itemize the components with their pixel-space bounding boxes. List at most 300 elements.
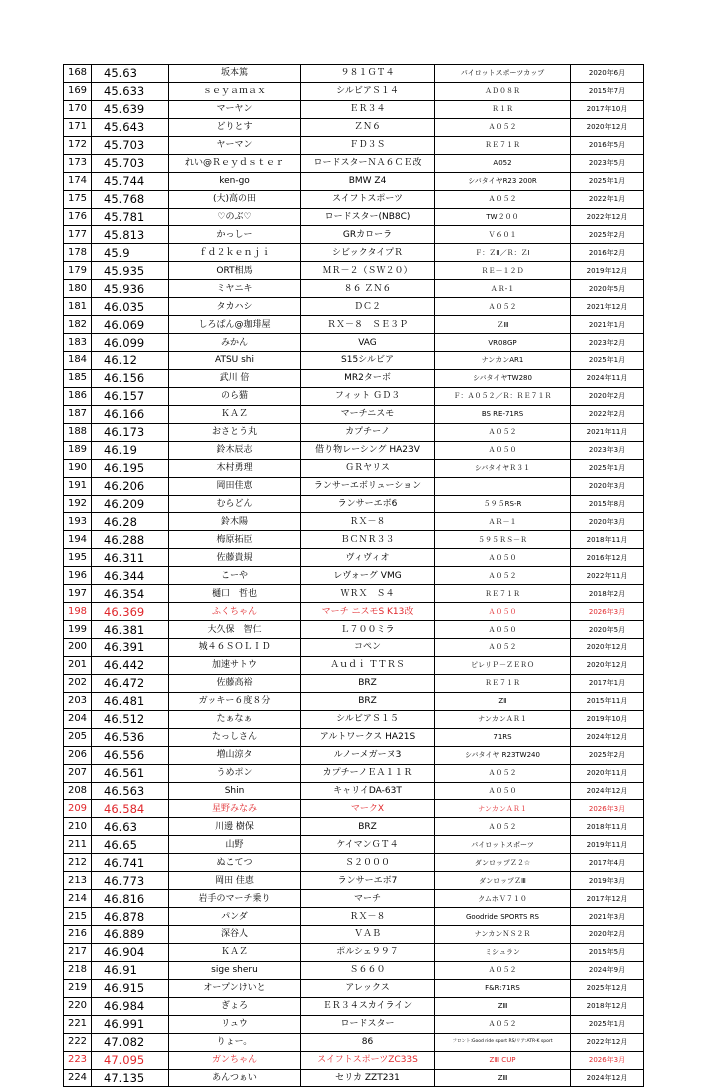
rank-cell: 209 [64, 800, 92, 818]
tire-cell: Ａ０５２ [435, 1015, 571, 1033]
rank-cell: 220 [64, 997, 92, 1015]
rank-cell: 175 [64, 190, 92, 208]
tire-cell: ＺⅢ [435, 316, 571, 334]
rank-cell: 168 [64, 65, 92, 83]
date-cell: 2025年2月 [571, 226, 644, 244]
driver-name-cell: 武川 倍 [169, 369, 301, 387]
car-cell: ＲＸ－８ ＳＥ３Ｐ [301, 316, 435, 334]
time-cell: 46.369 [92, 603, 169, 621]
car-cell: VAG [301, 334, 435, 352]
driver-name-cell: ＫＡＺ [169, 405, 301, 423]
rank-cell: 217 [64, 943, 92, 961]
rank-cell: 172 [64, 136, 92, 154]
car-cell: MR2ターボ [301, 369, 435, 387]
car-cell: マークX [301, 800, 435, 818]
rank-cell: 188 [64, 423, 92, 441]
time-cell: 46.12 [92, 352, 169, 370]
table-row [64, 441, 644, 459]
driver-name-cell: しろぱん@珈琲屋 [169, 316, 301, 334]
tire-cell: ５９５ＲＳ－Ｒ [435, 531, 571, 549]
date-cell: 2016年12月 [571, 549, 644, 567]
date-cell: 2015年11月 [571, 692, 644, 710]
date-cell: 2016年2月 [571, 244, 644, 262]
date-cell: 2025年1月 [571, 1015, 644, 1033]
car-cell: ポルシェ９９７ [301, 943, 435, 961]
tire-cell: TW２００ [435, 208, 571, 226]
date-cell: 2026年3月 [571, 800, 644, 818]
car-cell: ＷＲＸ Ｓ４ [301, 585, 435, 603]
time-cell: 46.035 [92, 298, 169, 316]
tire-cell: シバタイヤ R23TW240 [435, 746, 571, 764]
time-cell: 46.344 [92, 567, 169, 585]
tire-cell: ５９５RS-R [435, 495, 571, 513]
time-cell: 46.28 [92, 513, 169, 531]
table-row [64, 872, 644, 890]
table-row [64, 890, 644, 908]
driver-name-cell: 樋口 哲也 [169, 585, 301, 603]
table-row [64, 656, 644, 674]
rank-cell: 208 [64, 782, 92, 800]
table-row [64, 836, 644, 854]
driver-name-cell: 岡田 佳恵 [169, 872, 301, 890]
table-row [64, 1069, 644, 1087]
driver-name-cell: マーヤン [169, 100, 301, 118]
car-cell: BRZ [301, 818, 435, 836]
tire-cell: Ｆ：ＺⅡ／Ｒ：ＺⅠ [435, 244, 571, 262]
table-row [64, 818, 644, 836]
tire-cell: Ａ０５２ [435, 567, 571, 585]
rank-cell: 201 [64, 656, 92, 674]
time-cell: 46.63 [92, 818, 169, 836]
time-cell: 46.288 [92, 531, 169, 549]
rank-cell: 189 [64, 441, 92, 459]
table-row [64, 926, 644, 944]
table-row [64, 172, 644, 190]
date-cell: 2021年1月 [571, 316, 644, 334]
car-cell: フィット ＧＤ３ [301, 387, 435, 405]
rank-cell: 195 [64, 549, 92, 567]
time-cell: 45.781 [92, 208, 169, 226]
rank-cell: 216 [64, 926, 92, 944]
date-cell: 2023年5月 [571, 154, 644, 172]
tire-cell: Ａ０５２ [435, 961, 571, 979]
tire-cell: ナンカンAR1 [435, 352, 571, 370]
date-cell: 2020年2月 [571, 926, 644, 944]
date-cell: 2024年9月 [571, 961, 644, 979]
date-cell: 2020年5月 [571, 280, 644, 298]
car-cell: 86 [301, 1033, 435, 1051]
time-cell: 46.512 [92, 710, 169, 728]
table-row [64, 513, 644, 531]
car-cell: ＭＲ－２（ＳＷ２０） [301, 262, 435, 280]
tire-cell: Ａ０５０ [435, 782, 571, 800]
table-row [64, 495, 644, 513]
driver-name-cell: うめポン [169, 764, 301, 782]
car-cell: キャリイDA-63T [301, 782, 435, 800]
date-cell: 2015年7月 [571, 82, 644, 100]
time-cell: 46.354 [92, 585, 169, 603]
date-cell: 2024年12月 [571, 782, 644, 800]
car-cell: マーチニスモ [301, 405, 435, 423]
date-cell: 2019年12月 [571, 262, 644, 280]
driver-name-cell: ♡のぶ♡ [169, 208, 301, 226]
tire-cell: A052 [435, 154, 571, 172]
table-row [64, 334, 644, 352]
time-cell: 47.082 [92, 1033, 169, 1051]
tire-cell: ZⅢ [435, 997, 571, 1015]
date-cell: 2023年2月 [571, 334, 644, 352]
car-cell: ランサーエボ7 [301, 872, 435, 890]
table-row [64, 190, 644, 208]
date-cell: 2020年12月 [571, 639, 644, 657]
car-cell: シルビアＳ１５ [301, 710, 435, 728]
rank-cell: 190 [64, 459, 92, 477]
car-cell: ＢＣＮＲ３３ [301, 531, 435, 549]
time-cell: 46.19 [92, 441, 169, 459]
time-cell: 46.904 [92, 943, 169, 961]
time-cell: 45.935 [92, 262, 169, 280]
date-cell: 2020年5月 [571, 621, 644, 639]
car-cell: スイフトスポーツZC33S [301, 1051, 435, 1069]
date-cell: 2020年6月 [571, 65, 644, 83]
tire-cell: ＡＤ０８Ｒ [435, 82, 571, 100]
date-cell: 2024年12月 [571, 1069, 644, 1087]
table-row [64, 262, 644, 280]
car-cell: Ｓ６６０ [301, 961, 435, 979]
driver-name-cell: 木村勇理 [169, 459, 301, 477]
rank-cell: 197 [64, 585, 92, 603]
date-cell: 2023年3月 [571, 441, 644, 459]
driver-name-cell: 増山涼タ [169, 746, 301, 764]
date-cell: 2018年11月 [571, 818, 644, 836]
tire-cell: Ａ０５２ [435, 423, 571, 441]
table-row [64, 621, 644, 639]
time-cell: 46.206 [92, 477, 169, 495]
time-cell: 46.156 [92, 369, 169, 387]
driver-name-cell: 大久保 智仁 [169, 621, 301, 639]
driver-name-cell: たぁなぁ [169, 710, 301, 728]
date-cell: 2022年12月 [571, 208, 644, 226]
tire-cell: シバタイヤTW280 [435, 369, 571, 387]
time-cell: 46.157 [92, 387, 169, 405]
tire-cell: シバタイヤR23 200R [435, 172, 571, 190]
table-row [64, 639, 644, 657]
car-cell: BRZ [301, 692, 435, 710]
date-cell: 2021年3月 [571, 908, 644, 926]
date-cell: 2026年3月 [571, 1051, 644, 1069]
driver-name-cell: 加速サトウ [169, 656, 301, 674]
driver-name-cell: タカハシ [169, 298, 301, 316]
date-cell: 2025年2月 [571, 746, 644, 764]
tire-cell: ピレリＰ－ＺＥＲＯ [435, 656, 571, 674]
driver-name-cell: ｓｅｙａｍａｘ [169, 82, 301, 100]
table-row [64, 908, 644, 926]
date-cell: 2018年2月 [571, 585, 644, 603]
time-cell: 45.633 [92, 82, 169, 100]
tire-cell: ナンカンＡＲ１ [435, 800, 571, 818]
tire-cell: ZⅡ [435, 692, 571, 710]
time-cell: 46.889 [92, 926, 169, 944]
table-row [64, 100, 644, 118]
time-cell: 46.173 [92, 423, 169, 441]
time-cell: 45.936 [92, 280, 169, 298]
tire-cell: 71RS [435, 728, 571, 746]
table-row [64, 585, 644, 603]
rank-cell: 174 [64, 172, 92, 190]
tire-cell: シバタイヤＲ３１ [435, 459, 571, 477]
date-cell: 2025年12月 [571, 979, 644, 997]
car-cell: ＤＣ２ [301, 298, 435, 316]
rank-cell: 169 [64, 82, 92, 100]
driver-name-cell: ぬこてつ [169, 854, 301, 872]
date-cell: 2019年11月 [571, 836, 644, 854]
driver-name-cell: ふくちゃん [169, 603, 301, 621]
rank-cell: 178 [64, 244, 92, 262]
car-cell: Ａｕｄｉ ＴＴＲＳ [301, 656, 435, 674]
car-cell: ＧＲヤリス [301, 459, 435, 477]
driver-name-cell: ガッキー６度８分 [169, 692, 301, 710]
driver-name-cell: ken-go [169, 172, 301, 190]
time-cell: 46.481 [92, 692, 169, 710]
driver-name-cell: ぎょろ [169, 997, 301, 1015]
date-cell: 2015年5月 [571, 943, 644, 961]
time-cell: 46.991 [92, 1015, 169, 1033]
rank-cell: 192 [64, 495, 92, 513]
date-cell: 2018年12月 [571, 997, 644, 1015]
time-cell: 46.311 [92, 549, 169, 567]
table-row [64, 728, 644, 746]
rank-cell: 171 [64, 118, 92, 136]
driver-name-cell: オープンけいと [169, 979, 301, 997]
date-cell: 2020年12月 [571, 656, 644, 674]
date-cell: 2024年11月 [571, 369, 644, 387]
tire-cell: Ａ０５２ [435, 764, 571, 782]
table-row [64, 352, 644, 370]
tire-cell: ダンロップＺ２☆ [435, 854, 571, 872]
tire-cell: Ａ０５２ [435, 298, 571, 316]
car-cell: ＺＮ６ [301, 118, 435, 136]
tire-cell: Ａ０５２ [435, 639, 571, 657]
rank-cell: 179 [64, 262, 92, 280]
table-row [64, 710, 644, 728]
driver-name-cell: 城４６ＳＯＬＩＤ [169, 639, 301, 657]
time-cell: 46.878 [92, 908, 169, 926]
date-cell: 2022年12月 [571, 1033, 644, 1051]
tire-cell: Ａ０５０ [435, 621, 571, 639]
driver-name-cell: のら猫 [169, 387, 301, 405]
time-cell: 46.741 [92, 854, 169, 872]
time-cell: 46.209 [92, 495, 169, 513]
tire-cell: パイロットスポーツ [435, 836, 571, 854]
table-row [64, 82, 644, 100]
time-cell: 46.536 [92, 728, 169, 746]
table-row [64, 226, 644, 244]
rank-cell: 223 [64, 1051, 92, 1069]
rank-cell: 210 [64, 818, 92, 836]
time-cell: 46.91 [92, 961, 169, 979]
rank-cell: 224 [64, 1069, 92, 1087]
driver-name-cell: (大)高の田 [169, 190, 301, 208]
car-cell: ケイマンＧＴ４ [301, 836, 435, 854]
car-cell: BMW Z4 [301, 172, 435, 190]
time-cell: 46.099 [92, 334, 169, 352]
time-cell: 47.135 [92, 1069, 169, 1087]
time-cell: 45.703 [92, 154, 169, 172]
car-cell: ランサーエボ6 [301, 495, 435, 513]
driver-name-cell: 鈴木辰志 [169, 441, 301, 459]
rank-cell: 206 [64, 746, 92, 764]
rank-cell: 181 [64, 298, 92, 316]
rank-cell: 205 [64, 728, 92, 746]
table-row [64, 746, 644, 764]
time-cell: 46.984 [92, 997, 169, 1015]
driver-name-cell: 岡田佳恵 [169, 477, 301, 495]
time-cell: 46.069 [92, 316, 169, 334]
driver-name-cell: 川邊 樹保 [169, 818, 301, 836]
tire-cell: Ａ０５０ [435, 603, 571, 621]
rank-cell: 221 [64, 1015, 92, 1033]
car-cell: ＥＲ３４ [301, 100, 435, 118]
tire-cell: Goodride SPORTS RS [435, 908, 571, 926]
car-cell: シルビアＳ１４ [301, 82, 435, 100]
car-cell: ＶＡＢ [301, 926, 435, 944]
driver-name-cell: むらどん [169, 495, 301, 513]
date-cell: 2015年8月 [571, 495, 644, 513]
driver-name-cell: 山野 [169, 836, 301, 854]
time-cell: 46.561 [92, 764, 169, 782]
table-row [64, 369, 644, 387]
time-cell: 45.9 [92, 244, 169, 262]
date-cell: 2022年11月 [571, 567, 644, 585]
car-cell: アルトワークス HA21S [301, 728, 435, 746]
table-row [64, 316, 644, 334]
rank-cell: 182 [64, 316, 92, 334]
car-cell: カプチーノ [301, 423, 435, 441]
table-row [64, 244, 644, 262]
time-cell: 46.381 [92, 621, 169, 639]
driver-name-cell: sige sheru [169, 961, 301, 979]
time-cell: 46.556 [92, 746, 169, 764]
time-cell: 45.639 [92, 100, 169, 118]
rank-cell: 214 [64, 890, 92, 908]
car-cell: 借り物レーシング HA23V [301, 441, 435, 459]
car-cell: Ｓ２０００ [301, 854, 435, 872]
date-cell: 2024年12月 [571, 728, 644, 746]
date-cell: 2019年3月 [571, 872, 644, 890]
car-cell: ロードスター(NB8C) [301, 208, 435, 226]
driver-name-cell: 深谷人 [169, 926, 301, 944]
car-cell: カプチーノＥＡ１１Ｒ [301, 764, 435, 782]
time-cell: 45.63 [92, 65, 169, 83]
table-row [64, 531, 644, 549]
date-cell: 2017年4月 [571, 854, 644, 872]
driver-name-cell: あんつぁい [169, 1069, 301, 1087]
time-cell: 46.391 [92, 639, 169, 657]
driver-name-cell: ORT相馬 [169, 262, 301, 280]
car-cell: Ｌ７００ミラ [301, 621, 435, 639]
rank-cell: 184 [64, 352, 92, 370]
rank-cell: 186 [64, 387, 92, 405]
driver-name-cell: ＫＡＺ [169, 943, 301, 961]
car-cell: ランサーエボリューション [301, 477, 435, 495]
tire-cell: ナンカンＡＲ１ [435, 710, 571, 728]
driver-name-cell: どりとす [169, 118, 301, 136]
driver-name-cell: ガンちゃん [169, 1051, 301, 1069]
rank-cell: 218 [64, 961, 92, 979]
table-row [64, 764, 644, 782]
car-cell: ロードスターＮＡ６ＣＥ改 [301, 154, 435, 172]
driver-name-cell: たっしさん [169, 728, 301, 746]
rank-cell: 215 [64, 908, 92, 926]
table-row [64, 405, 644, 423]
car-cell: ロードスター [301, 1015, 435, 1033]
time-cell: 47.095 [92, 1051, 169, 1069]
tire-cell: ＲＥ７１Ｒ [435, 136, 571, 154]
tire-cell: ミシュラン [435, 943, 571, 961]
date-cell: 2021年12月 [571, 298, 644, 316]
rank-cell: 222 [64, 1033, 92, 1051]
rank-cell: 177 [64, 226, 92, 244]
time-cell: 45.768 [92, 190, 169, 208]
driver-name-cell: 星野みなみ [169, 800, 301, 818]
date-cell: 2019年10月 [571, 710, 644, 728]
table-row [64, 1033, 644, 1051]
table-row [64, 997, 644, 1015]
table-row [64, 603, 644, 621]
rank-cell: 219 [64, 979, 92, 997]
time-cell: 46.166 [92, 405, 169, 423]
tire-cell: Ｆ：Ａ０５２／Ｒ：ＲＥ７１Ｒ [435, 387, 571, 405]
rank-cell: 187 [64, 405, 92, 423]
car-cell: コペン [301, 639, 435, 657]
driver-name-cell: ヤーマン [169, 136, 301, 154]
driver-name-cell: おさとう丸 [169, 423, 301, 441]
table-row [64, 477, 644, 495]
driver-name-cell: 岩手のマーチ乗り [169, 890, 301, 908]
rank-cell: 213 [64, 872, 92, 890]
driver-name-cell: れい@Ｒｅｙｄｓｔｅｒ [169, 154, 301, 172]
rank-cell: 204 [64, 710, 92, 728]
table-row [64, 65, 644, 83]
time-cell: 45.813 [92, 226, 169, 244]
car-cell: アレックス [301, 979, 435, 997]
date-cell: 2018年11月 [571, 531, 644, 549]
car-cell: ルノーメガーヌ3 [301, 746, 435, 764]
tire-cell: Ａ０５２ [435, 818, 571, 836]
table-row [64, 692, 644, 710]
table-row [64, 298, 644, 316]
tire-cell: Ｖ６０１ [435, 226, 571, 244]
tire-cell [435, 477, 571, 495]
table-row [64, 782, 644, 800]
time-cell: 45.703 [92, 136, 169, 154]
car-cell: S15シルビア [301, 352, 435, 370]
tire-cell: ナンカンＮＳ２Ｒ [435, 926, 571, 944]
table-row [64, 423, 644, 441]
date-cell: 2025年1月 [571, 352, 644, 370]
table-row [64, 549, 644, 567]
driver-name-cell: リュウ [169, 1015, 301, 1033]
tire-cell: Ｒ１Ｒ [435, 100, 571, 118]
table-row [64, 459, 644, 477]
driver-name-cell: 梅原拓臣 [169, 531, 301, 549]
driver-name-cell: ATSU shi [169, 352, 301, 370]
tire-cell: ZⅢ CUP [435, 1051, 571, 1069]
rank-cell: 185 [64, 369, 92, 387]
tire-cell: Ａ０５２ [435, 190, 571, 208]
car-cell: ９８１ＧＴ４ [301, 65, 435, 83]
table-row [64, 854, 644, 872]
